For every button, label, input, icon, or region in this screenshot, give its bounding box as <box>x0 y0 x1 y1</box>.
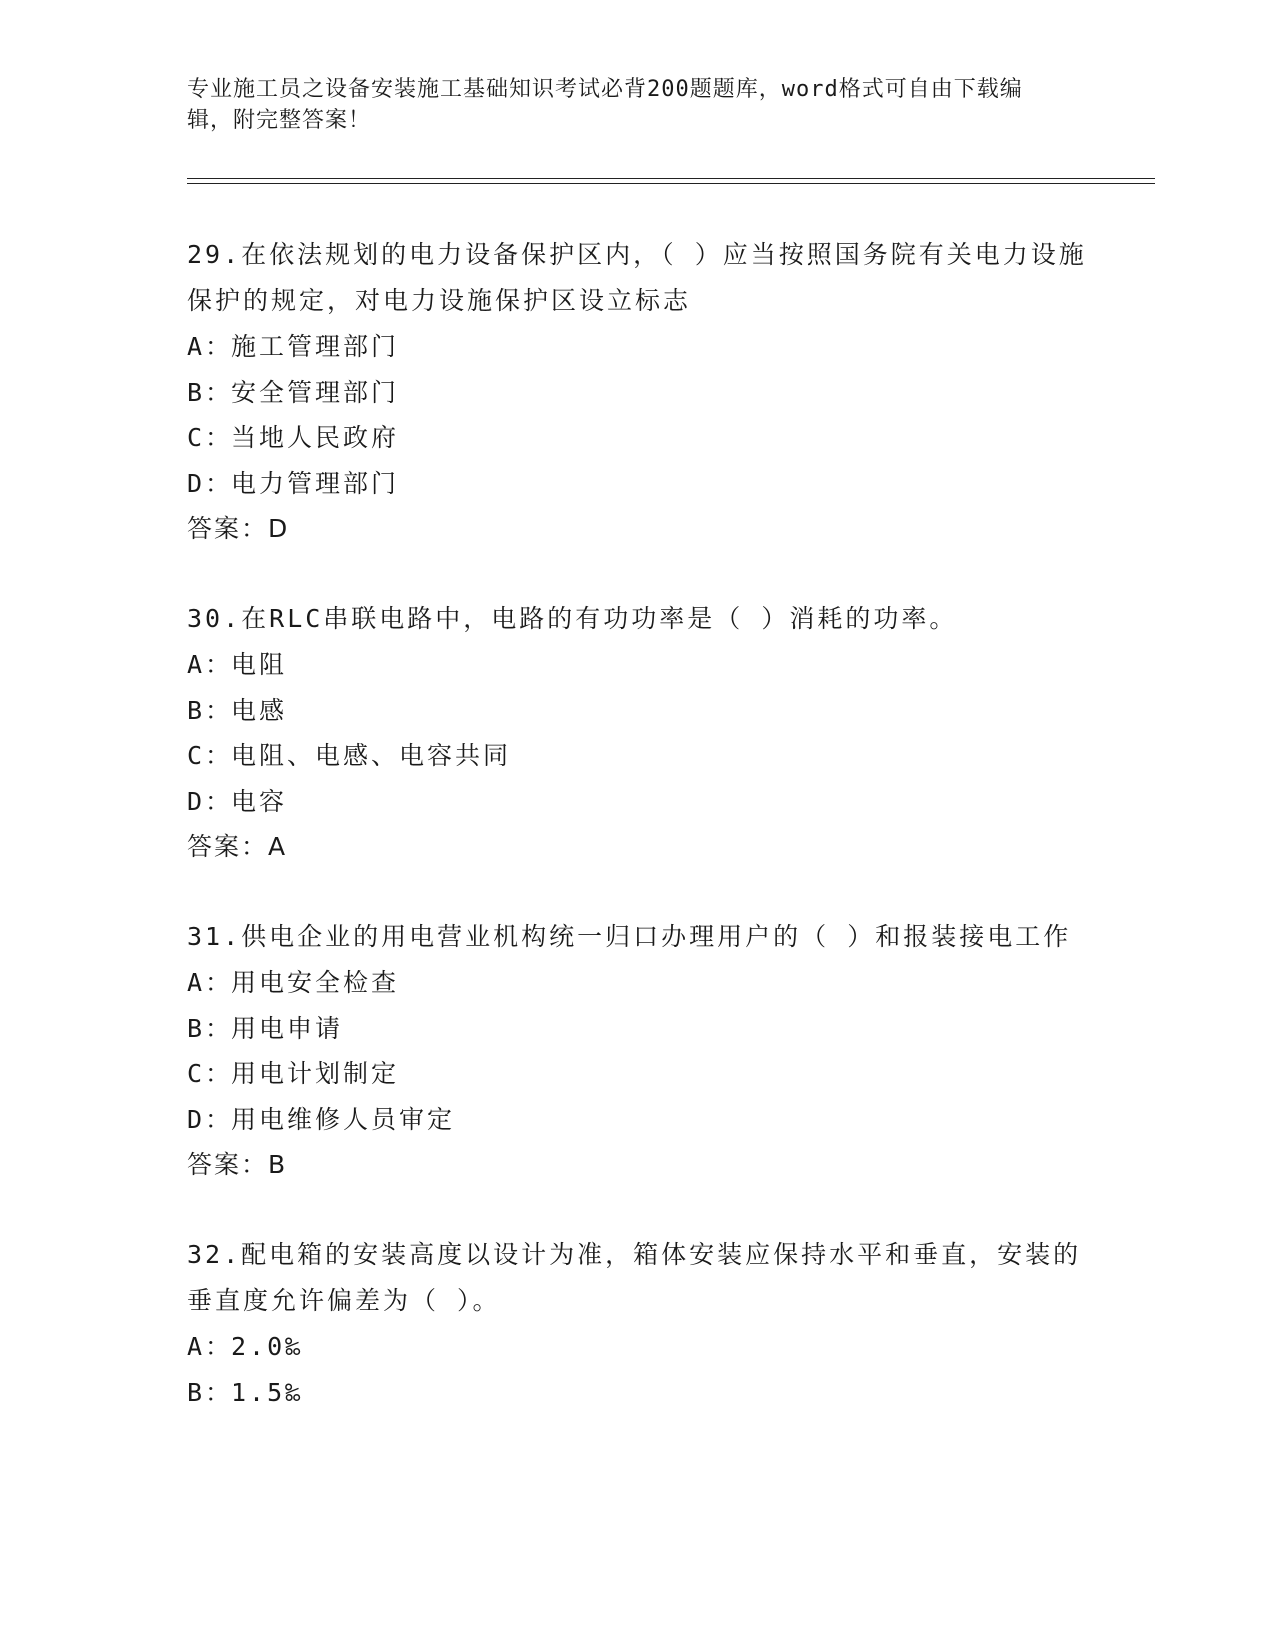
option-letter: B： <box>187 1377 234 1407</box>
question-31 <box>187 914 1087 1188</box>
option-text: 当地人民政府 <box>231 423 400 452</box>
answer-line: 答案：D <box>187 514 290 543</box>
option-letter: A： <box>187 332 234 361</box>
option-c <box>187 733 1087 779</box>
option-text: 电阻、电感、电容共同 <box>231 741 512 770</box>
option-letter: B： <box>187 377 234 407</box>
option-b <box>187 1370 1087 1416</box>
option-b <box>187 1006 1087 1052</box>
question-stem: 32.配电箱的安装高度以设计为准，箱体安装应保持水平和垂直，安装的垂直度允许偏差为（ ）。 <box>187 1240 1082 1315</box>
option-letter: C： <box>187 423 234 452</box>
option-b <box>187 688 1087 734</box>
question-30 <box>187 596 1087 870</box>
option-letter: A： <box>187 1332 234 1361</box>
option-letter: C： <box>187 1059 234 1088</box>
option-text: 用电维修人员审定 <box>231 1104 456 1134</box>
option-c <box>187 1051 1087 1097</box>
option-letter: A： <box>187 968 234 997</box>
question-stem: 29.在依法规划的电力设备保护区内，（ ）应当按照国务院有关电力设施保护的规定，对电力设施保护区设立标志 <box>187 240 1087 315</box>
question-list <box>187 232 1087 1459</box>
option-text: 用电申请 <box>231 1013 344 1043</box>
question-stem: 31.供电企业的用电营业机构统一归口办理用户的（ ）和报装接电工作 <box>187 922 1072 951</box>
option-a <box>187 1324 1087 1370</box>
option-letter: D： <box>187 468 234 498</box>
header-divider-bottom <box>187 183 1155 184</box>
option-d <box>187 461 1087 507</box>
option-c <box>187 415 1087 461</box>
option-text: 用电计划制定 <box>231 1059 400 1088</box>
option-text: 电阻 <box>231 650 288 679</box>
question-32 <box>187 1232 1087 1415</box>
option-a <box>187 324 1087 370</box>
option-d <box>187 1097 1087 1143</box>
option-text: 电感 <box>231 695 288 725</box>
option-text: 1.5‰ <box>231 1377 304 1407</box>
option-text: 安全管理部门 <box>231 377 400 407</box>
option-text: 电容 <box>231 786 288 816</box>
question-29 <box>187 232 1087 552</box>
option-d <box>187 779 1087 825</box>
option-letter: D： <box>187 786 234 816</box>
option-letter: A： <box>187 650 234 679</box>
option-a <box>187 960 1087 1006</box>
option-letter: B： <box>187 1013 234 1043</box>
answer-line: 答案：B <box>187 1150 288 1179</box>
option-b <box>187 370 1087 416</box>
option-text: 用电安全检查 <box>231 968 400 997</box>
option-letter: D： <box>187 1104 234 1134</box>
header-divider-top <box>187 178 1155 179</box>
question-stem: 30.在RLC串联电路中，电路的有功功率是（ ）消耗的功率。 <box>187 604 958 633</box>
option-text: 电力管理部门 <box>231 468 400 498</box>
option-text: 施工管理部门 <box>231 332 400 361</box>
option-a <box>187 642 1087 688</box>
option-letter: C： <box>187 741 234 770</box>
option-letter: B： <box>187 695 234 725</box>
option-text: 2.0‰ <box>231 1332 304 1361</box>
answer-line: 答案：A <box>187 832 288 861</box>
document-header: 专业施工员之设备安装施工基础知识考试必背200题题库，word格式可自由下载编辑，附完整答案！ <box>187 77 1023 133</box>
